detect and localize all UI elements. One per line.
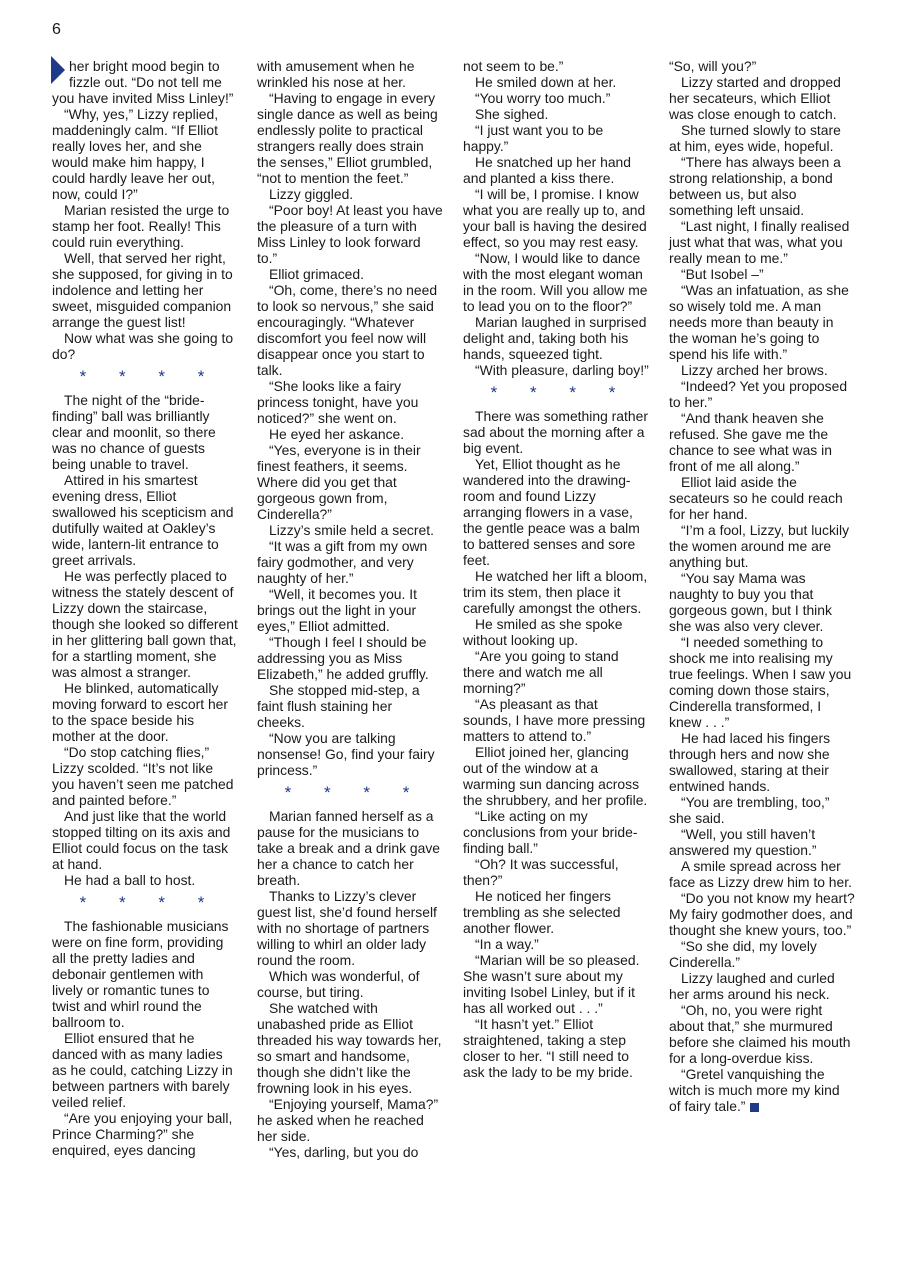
text-column-3 (463, 58, 649, 1080)
paragraph-text: Marian laughed in surprised delight and, taking both his hands, squeezed tight. (463, 314, 647, 362)
paragraph-text: “Poor boy! At least you have the pleasure of a turn with Miss Linley to look forward to.” (257, 202, 443, 266)
paragraph (257, 730, 443, 778)
paragraph (669, 794, 855, 826)
paragraph-text: “Oh? It was successful, then?” (463, 856, 619, 888)
paragraph-text: Elliot laid aside the secateurs so he could reach for her hand. (669, 474, 843, 522)
paragraph (257, 426, 443, 442)
paragraph (463, 106, 649, 122)
paragraph (463, 456, 649, 568)
paragraph-text: “I just want you to be happy.” (463, 122, 604, 154)
paragraph (52, 472, 238, 568)
paragraph-text: “Well, it becomes you. It brings out the light in your eyes,” Elliot admitted. (257, 586, 417, 634)
paragraph-text: A smile spread across her face as Lizzy drew him to her. (669, 858, 852, 890)
paragraph (257, 888, 443, 968)
paragraph (463, 90, 649, 106)
paragraph-text: Lizzy’s smile held a secret. (269, 522, 434, 538)
paragraph (669, 1002, 855, 1066)
story-end-marker (750, 1103, 759, 1112)
section-break: * * * * (490, 383, 630, 402)
paragraph-text: “I needed something to shock me into realising my true feelings. When I saw you coming down those stairs, Cinderella transformed, I knew . . .” (669, 634, 852, 730)
paragraph-text: “So, will you?” (669, 58, 757, 74)
paragraph (52, 106, 238, 202)
paragraph-text: Marian fanned herself as a pause for the musicians to take a break and a drink gave her a chance to catch her breath. (257, 808, 441, 888)
paragraph-text: “There has always been a strong relationship, a bond between us, but also something left unsaid. (669, 154, 841, 218)
paragraph-text: “Now you are talking nonsense! Go, find your fairy princess.” (257, 730, 435, 778)
paragraph-text: “Enjoying yourself, Mama?” he asked when he reached her side. (257, 1096, 439, 1144)
paragraph (669, 522, 855, 570)
paragraph (669, 890, 855, 938)
paragraph (257, 634, 443, 682)
page-number: 6 (52, 21, 61, 38)
section-break: * * * * (284, 783, 424, 802)
paragraph (257, 378, 443, 426)
paragraph (257, 968, 443, 1000)
paragraph-text: “I will be, I promise. I know what you are really up to, and your ball is having the desired effect, so you may rest easy. (463, 186, 647, 250)
paragraph-text: “Gretel vanquishing the witch is much more my kind of fairy tale.” (669, 1066, 840, 1114)
story-start-marker (51, 56, 65, 84)
paragraph-text: The night of the “bride-finding” ball was brilliantly clear and moonlit, so there was no chance of guests being unable to travel. (52, 392, 216, 472)
paragraph (257, 186, 443, 202)
paragraph-text: “It was a gift from my own fairy godmother, and very naughty of her.” (257, 538, 428, 586)
paragraph-text: “And thank heaven she refused. She gave me the chance to see what was in front of me all along.” (669, 410, 832, 474)
paragraph (52, 918, 238, 1030)
paragraph (257, 442, 443, 522)
paragraph-text: “Now, I would like to dance with the most elegant woman in the room. Will you allow me to lead you on to the floor?” (463, 250, 648, 314)
paragraph-text: Yet, Elliot thought as he wandered into the drawing-room and found Lizzy arranging flowers in a vase, the gentle peace was a balm to battered senses and sore feet. (463, 456, 640, 568)
paragraph-text: “Yes, darling, but you do (269, 1144, 419, 1160)
paragraph (669, 122, 855, 154)
paragraph-text: Elliot grimaced. (269, 266, 364, 282)
paragraph (669, 570, 855, 634)
paragraph-text: She sighed. (475, 106, 549, 122)
paragraph-text: “You worry too much.” (475, 90, 611, 106)
paragraph-text: Lizzy laughed and curled her arms around his neck. (669, 970, 835, 1002)
paragraph-text: “Why, yes,” Lizzy replied, maddeningly calm. “If Elliot really loves her, and she would make him happy, I could hardly leave her out, now, could I?” (52, 106, 219, 202)
paragraph (463, 154, 649, 186)
paragraph (52, 1030, 238, 1110)
paragraph-text: “Last night, I finally realised just what that was, what you really mean to me.” (669, 218, 850, 266)
paragraph (669, 938, 855, 970)
text-column-1 (52, 58, 238, 1158)
paragraph-text: “So she did, my lovely Cinderella.” (669, 938, 817, 970)
paragraph (257, 522, 443, 538)
paragraph (52, 1110, 238, 1158)
paragraph-text: Well, that served her right, she supposed, for giving in to indolence and letting her sweet, misguided companion arrange the guest list! (52, 250, 233, 330)
paragraph (669, 266, 855, 282)
paragraph-text: He watched her lift a bloom, trim its stem, then place it carefully amongst the others. (463, 568, 648, 616)
paragraph-text: “Do you not know my heart? My fairy godmother does, and thought she knew yours, too.” (669, 890, 855, 938)
paragraph-text: “You say Mama was naughty to buy you that gorgeous gown, but I think she was also very clever. (669, 570, 832, 634)
paragraph-text: He noticed her fingers trembling as she selected another flower. (463, 888, 621, 936)
text-column-2 (257, 58, 443, 1160)
paragraph (463, 122, 649, 154)
paragraph (669, 474, 855, 522)
paragraph (463, 856, 649, 888)
paragraph-text: “Indeed? Yet you proposed to her.” (669, 378, 848, 410)
paragraph (257, 538, 443, 586)
paragraph-text: She stopped mid-step, a faint flush staining her cheeks. (257, 682, 420, 730)
paragraph-text: There was something rather sad about the morning after a big event. (463, 408, 648, 456)
paragraph-text: Lizzy arched her brows. (681, 362, 828, 378)
paragraph-text: “But Isobel –” (681, 266, 764, 282)
paragraph (463, 186, 649, 250)
paragraph-text: “You are trembling, too,” she said. (669, 794, 830, 826)
paragraph-text: “Are you enjoying your ball, Prince Charming?” she enquired, eyes dancing (52, 1110, 233, 1158)
paragraph (257, 282, 443, 378)
paragraph (669, 282, 855, 362)
paragraph-text: He had a ball to host. (64, 872, 196, 888)
paragraph-text: “As pleasant as that sounds, I have more pressing matters to attend to.” (463, 696, 646, 744)
paragraph-text: He was perfectly placed to witness the stately descent of Lizzy down the staircase, though she looked so different in her glittering ball gown that, for a startling moment, she was almost a stranger. (52, 568, 238, 680)
paragraph-text: “I’m a fool, Lizzy, but luckily the women around me are anything but. (669, 522, 850, 570)
paragraph-text: “Well, you still haven’t answered my question.” (669, 826, 817, 858)
paragraph (52, 330, 238, 362)
paragraph-text: Now what was she going to do? (52, 330, 234, 362)
paragraph (669, 218, 855, 266)
paragraph-text: Which was wonderful, of course, but tiring. (257, 968, 420, 1000)
paragraph-text: “Yes, everyone is in their finest feathers, it seems. Where did you get that gorgeous gown from, Cinderella?” (257, 442, 421, 522)
paragraph-text: “Oh, no, you were right about that,” she murmured before she claimed his mouth for a long-overdue kiss. (669, 1002, 851, 1066)
paragraph (52, 808, 238, 872)
paragraph-text: “Do stop catching flies,” Lizzy scolded. “It’s not like you haven’t seen me patched and painted before.” (52, 744, 234, 808)
paragraph-text: Thanks to Lizzy’s clever guest list, she’d found herself with no shortage of partners willing to whirl an older lady round the room. (257, 888, 437, 968)
paragraph (463, 314, 649, 362)
paragraph (257, 586, 443, 634)
paragraph (669, 362, 855, 378)
paragraph-text: The fashionable musicians were on fine form, providing all the pretty ladies and debonair gentlemen with lively or romantic tunes to twist and whirl round the ballroom to. (52, 918, 229, 1030)
paragraph (669, 730, 855, 794)
paragraph (463, 952, 649, 1016)
paragraph (669, 970, 855, 1002)
paragraph (463, 696, 649, 744)
text-column-4 (669, 58, 855, 1114)
paragraph (257, 808, 443, 888)
paragraph (669, 74, 855, 122)
paragraph (257, 266, 443, 282)
paragraph (463, 648, 649, 696)
paragraph (463, 936, 649, 952)
paragraph-text: Marian resisted the urge to stamp her foot. Really! This could ruin everything. (52, 202, 230, 250)
paragraph (52, 680, 238, 744)
paragraph (463, 744, 649, 808)
paragraph (669, 634, 855, 730)
paragraph-text: He blinked, automatically moving forward to escort her to the space beside his mother at the door. (52, 680, 229, 744)
paragraph-text: “With pleasure, darling boy!” (475, 362, 649, 378)
paragraph-text: Elliot ensured that he danced with as many ladies as he could, catching Lizzy in between partners with barely veiled relief. (52, 1030, 233, 1110)
paragraph (463, 58, 649, 74)
paragraph-text: “She looks like a fairy princess tonight, have you noticed?” she went on. (257, 378, 419, 426)
paragraph-text: He had laced his fingers through hers and now she swallowed, staring at their entwined hands. (669, 730, 831, 794)
paragraph-text: Lizzy started and dropped her secateurs, which Elliot was close enough to catch. (669, 74, 841, 122)
paragraph (463, 616, 649, 648)
paragraph-text: He smiled as she spoke without looking up. (463, 616, 623, 648)
paragraph-text: Elliot joined her, glancing out of the window at a warming sun dancing across the shrubbery, and her profile. (463, 744, 648, 808)
paragraph (463, 568, 649, 616)
paragraph-text: “Having to engage in every single dance as well as being endlessly polite to practical strangers really does strain the senses,” Elliot grumbled, “not to mention the feet.” (257, 90, 438, 186)
paragraph (52, 58, 238, 106)
paragraph (463, 808, 649, 856)
paragraph (463, 888, 649, 936)
paragraph-text: Lizzy giggled. (269, 186, 354, 202)
paragraph-text: “Was an infatuation, as she so wisely told me. A man needs more than beauty in the woman he’s going to spend his life with.” (669, 282, 849, 362)
paragraph (257, 1096, 443, 1144)
paragraph (463, 408, 649, 456)
paragraph (463, 1016, 649, 1080)
paragraph (257, 202, 443, 266)
paragraph (669, 154, 855, 218)
paragraph-text: He eyed her askance. (269, 426, 405, 442)
paragraph (52, 250, 238, 330)
paragraph-text: He smiled down at her. (475, 74, 617, 90)
paragraph (52, 202, 238, 250)
paragraph (257, 1000, 443, 1096)
paragraph-text: Attired in his smartest evening dress, Elliot swallowed his scepticism and dutifully waited at Oakley’s wide, lantern-lit entrance to greet arrivals. (52, 472, 234, 568)
paragraph-text: “It hasn’t yet.” Elliot straightened, taking a step closer to her. “I still need to ask the lady to be my bride. (463, 1016, 633, 1080)
paragraph-text: He snatched up her hand and planted a kiss there. (463, 154, 631, 186)
paragraph-text: “Oh, come, there’s no need to look so nervous,” she said encouragingly. “Whatever discomfort you feel now will disappear once you start to talk. (257, 282, 438, 378)
paragraph (669, 858, 855, 890)
paragraph (669, 410, 855, 474)
paragraph-text: She turned slowly to stare at him, eyes wide, hopeful. (669, 122, 841, 154)
paragraph (52, 744, 238, 808)
paragraph (669, 826, 855, 858)
paragraph-text: She watched with unabashed pride as Elliot threaded his way towards her, so smart and handsome, though she didn’t like the frowning look in his eyes. (257, 1000, 442, 1096)
paragraph (669, 58, 855, 74)
paragraph-text: not seem to be.” (463, 58, 564, 74)
paragraph (669, 1066, 855, 1114)
section-break: * * * * (79, 367, 219, 386)
paragraph (52, 392, 238, 472)
paragraph (257, 1144, 443, 1160)
paragraph (463, 74, 649, 90)
paragraph-text: “Are you going to stand there and watch me all morning?” (463, 648, 619, 696)
paragraph (257, 58, 443, 90)
paragraph (257, 682, 443, 730)
paragraph (257, 90, 443, 186)
paragraph-text: “In a way.” (475, 936, 539, 952)
section-break: * * * * (79, 893, 219, 912)
paragraph-text: And just like that the world stopped tilting on its axis and Elliot could focus on the task at hand. (52, 808, 231, 872)
paragraph-text: her bright mood begin to fizzle out. “Do not tell me you have invited Miss Linley!” (52, 58, 234, 106)
paragraph-text: “Marian will be so pleased. She wasn’t sure about my inviting Isobel Linley, but if it has all worked out . . .” (463, 952, 640, 1016)
paragraph-text: with amusement when he wrinkled his nose at her. (257, 58, 415, 90)
paragraph-text: “Though I feel I should be addressing you as Miss Elizabeth,” he added gruffly. (257, 634, 429, 682)
paragraph (463, 250, 649, 314)
paragraph-text: “Like acting on my conclusions from your bride-finding ball.” (463, 808, 638, 856)
paragraph (463, 362, 649, 378)
paragraph (52, 568, 238, 680)
paragraph (669, 378, 855, 410)
paragraph (52, 872, 238, 888)
